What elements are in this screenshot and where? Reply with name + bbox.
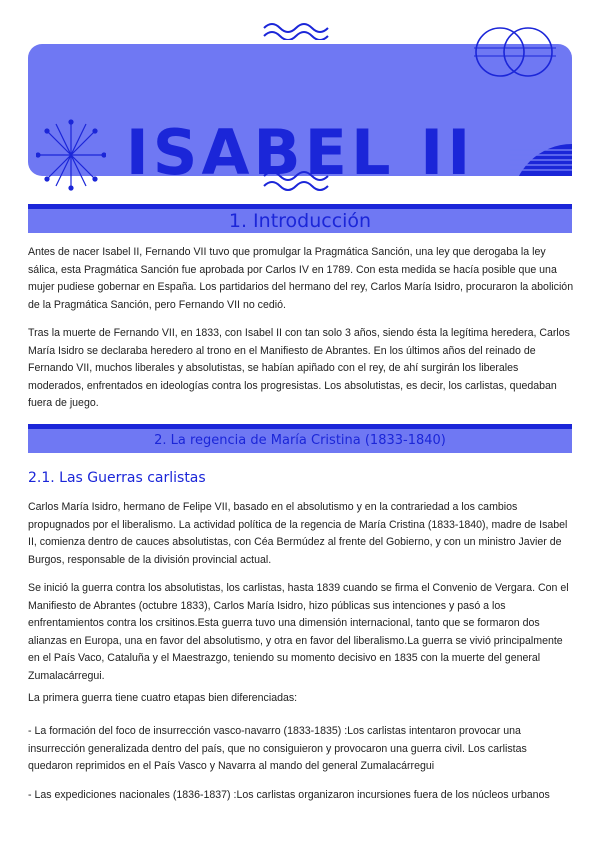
paragraph: Tras la muerte de Fernando VII, en 1833, con Isabel II con tan solo 3 años, siendo ésta la legítima heredera, Carlos María Isidro se declaraba heredero al trono en el Manifiesto de Abrantes. En los últimos años del reinado de Fernando VII, muchos liberales y absolutistas, se habían apiñado con el rey, de ahí surgirán los liberales moderados, enfrentados en ideologías contra los progresistas. Los absolutistas, es decir, los carlistas, quedaban fuera de juego. bbox=[28, 327, 570, 409]
paragraph: - La formación del foco de insurrección vasco-navarro (1833-1835) :Los carlistas intentaron provocar una insurrección generalizada dentro del país, que no consiguieron y provocaron una guerra civil. Los carlistas quedaron reprimidos en el País Vasco y Navarra al mando del general Zumalacárregui bbox=[28, 725, 527, 772]
overlapping-circles-decoration bbox=[470, 26, 560, 80]
document-title: ISABEL II bbox=[125, 116, 475, 189]
paragraph: Se inició la guerra contra los absolutistas, los carlistas, hasta 1839 cuando se firma el Convenio de Vergara. Con el Manifiesto de Abrantes (octubre 1833), Carlos María Isidro, hizo públicas sus intenciones y pasó a los enfrentamientos contra los crsitinos.Esta guerra tuvo una dimensión internacional, tanto que se formaron dos alianzas en Europa, una en favor del absolutismo, y otra en favor del liberalismo.La guerra se vivió principalmente en el País Vaco, Cataluña y el Maestrazgo, teniendo su momento decisivo en 1835 con la muerte del general Zumalacárregui. bbox=[28, 582, 569, 682]
subsection-heading-guerras-carlistas: 2.1. Las Guerras carlistas bbox=[28, 470, 206, 486]
wave-decoration-top bbox=[262, 20, 332, 40]
quarter-circle-decoration bbox=[490, 144, 572, 176]
paragraph: La primera guerra tiene cuatro etapas bien diferenciadas: bbox=[28, 692, 298, 704]
section-heading-regencia: 2. La regencia de María Cristina (1833-1840) bbox=[28, 424, 572, 453]
paragraph: Carlos María Isidro, hermano de Felipe VII, basado en el absolutismo y en la contrariedad a los cambios propugnados por el liberalismo. La actividad política de la regencia de María Cristina (1833-1840), madre de Isabel II, comienza dentro de cauces absolutistas, con Céa Bermúdez al frente del Gobierno, y con un ministro Javier de Burgos, responsable de la división provincial actual. bbox=[28, 501, 568, 566]
wave-decoration-bottom bbox=[262, 168, 332, 192]
paragraph: Antes de nacer Isabel II, Fernando VII tuvo que promulgar la Pragmática Sanción, una ley que derogaba la ley sálica, esta Pragmática Sanción fue aprobada por Carlos IV en 1789. Con esta medida se hacía posible que una mujer pudiese gobernar en España. Los partidarios del hermano del rey, Carlos María Isidro, procuraron la abolición de la Pragmática Sanción, pero Fernando VII no cedió. bbox=[28, 246, 574, 311]
paragraph: - Las expediciones nacionales (1836-1837) :Los carlistas organizaron incursiones fuera de los núcleos urbanos bbox=[28, 789, 550, 801]
section-heading-introduccion: 1. Introducción bbox=[28, 204, 572, 233]
starburst-decoration bbox=[36, 118, 106, 192]
